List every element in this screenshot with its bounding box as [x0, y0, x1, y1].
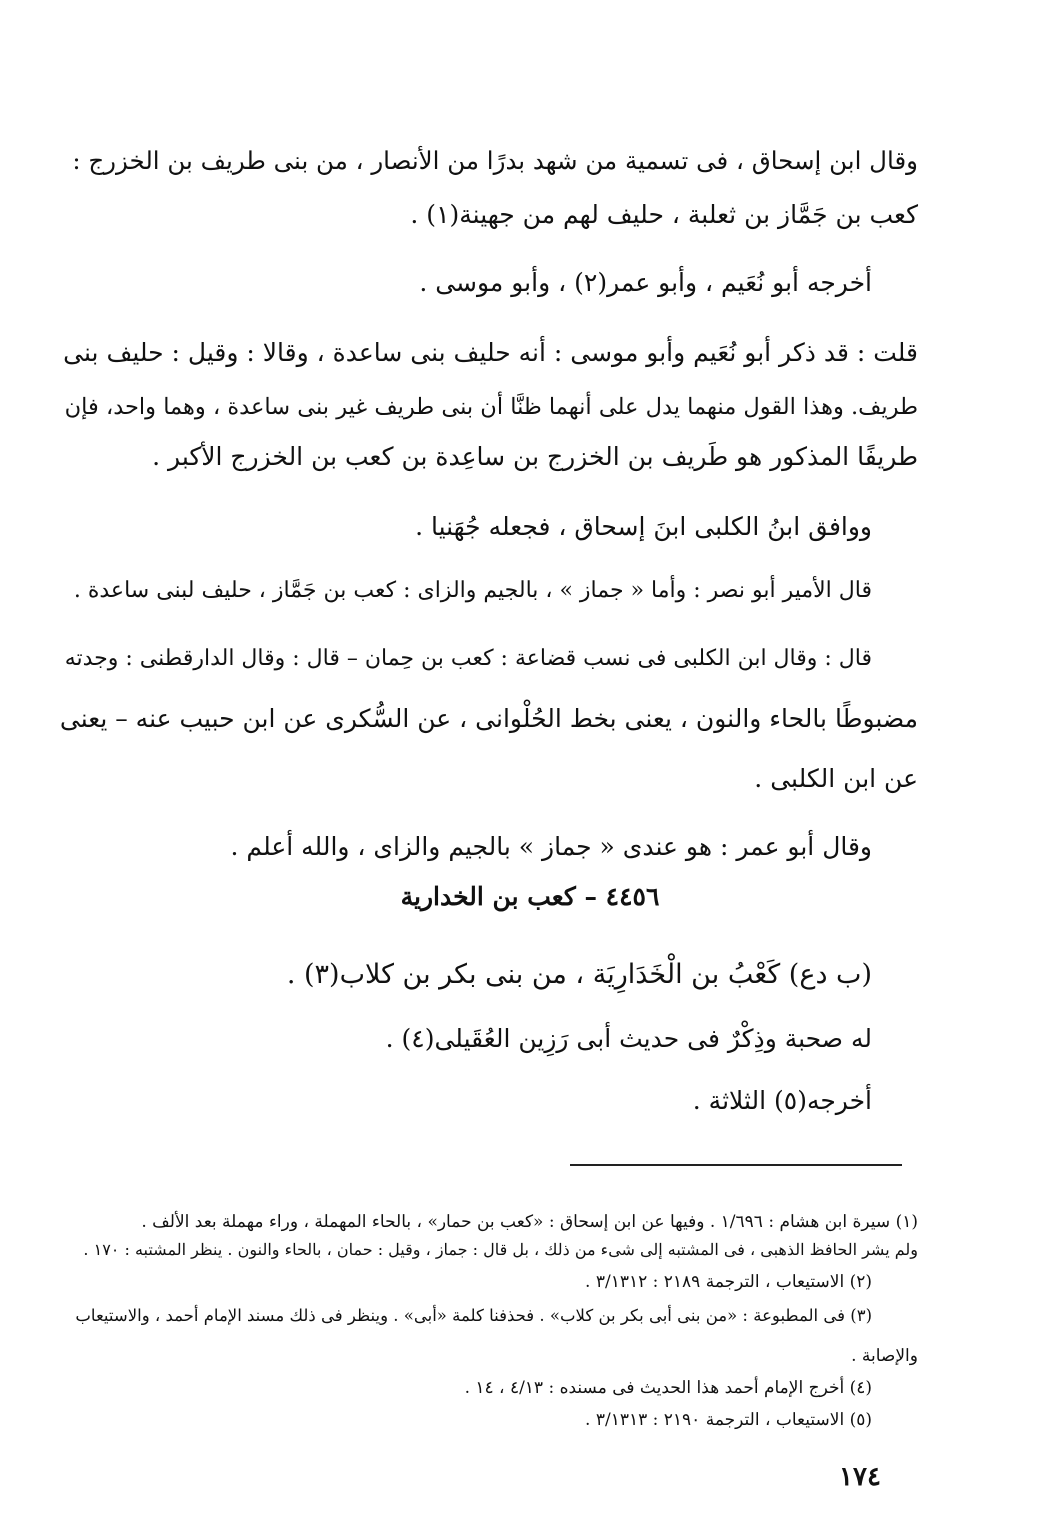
entry-line: له صحبة وذِكْرٌ فى حديث أبى رَزِين العُقَيلى(٤) .: [385, 1024, 872, 1053]
body-line: عن ابن الكلبى .: [754, 764, 918, 793]
body-line: ووافق ابنُ الكلبى ابنَ إسحاق ، فجعله جُهَنيا .: [415, 512, 872, 541]
footnote: ولم يشر الحافظ الذهبى ، فى المشتبه إلى شىء من ذلك ، بل قال : جماز ، وقيل : حمان ، بالحاء والنون . ينظر المشتبه : ١٧٠ .: [83, 1240, 918, 1259]
footnote: (٢) الاستيعاب ، الترجمة ٢١٨٩ : ٣/١٣١٢ .: [585, 1272, 872, 1292]
footnote: (٤) أخرج الإمام أحمد هذا الحديث فى مسنده : ٤/١٣ ، ١٤ .: [464, 1378, 872, 1398]
body-line: كعب بن جَمَّاز بن ثعلبة ، حليف لهم من جهينة(١) .: [410, 200, 918, 229]
footnote: (٥) الاستيعاب ، الترجمة ٢١٩٠ : ٣/١٣١٣ .: [585, 1410, 872, 1430]
body-line: قال الأمير أبو نصر : وأما « جماز » ، بالجيم والزاى : كعب بن جَمَّاز ، حليف لبنى ساعدة .: [73, 578, 872, 603]
body-line: قال : وقال ابن الكلبى فى نسب قضاعة : كعب بن حِمان – قال : وقال الدارقطنى : وجدته: [64, 646, 872, 671]
body-line: مضبوطًا بالحاء والنون ، يعنى بخط الحُلْوانى ، عن السُّكرى عن ابن حبيب عنه – يعنى: [59, 704, 918, 733]
body-line: طريف. وهذا القول منهما يدل على أنهما ظنَّا أن بنى طريف غير بنى ساعدة ، وهما واحد، فإن: [64, 394, 918, 420]
entry-line: أخرجه(٥) الثلاثة .: [692, 1086, 872, 1115]
body-line: طريفًا المذكور هو طَريف بن الخزرج بن ساعِدة بن كعب بن الخزرج الأكبر .: [152, 442, 918, 471]
footnote: (٣) فى المطبوعة : «من بنى أبى بكر بن كلاب» . فحذفنا كلمة «أبى» . وينظر فى ذلك مسند الإمام أحمد ، والاستيعاب: [75, 1306, 872, 1325]
body-line: وقال ابن إسحاق ، فى تسمية من شهد بدرًا من الأنصار ، من بنى طريف بن الخزرج :: [72, 146, 918, 175]
page-number: ١٧٤: [839, 1462, 881, 1492]
body-line: أخرجه أبو نُعَيم ، وأبو عمر(٢) ، وأبو موسى .: [419, 268, 872, 297]
entry-heading: ٤٤٥٦ – كعب بن الخدارية: [400, 882, 660, 911]
footnote: والإصابة .: [851, 1346, 918, 1366]
body-line: قلت : قد ذكر أبو نُعَيم وأبو موسى : أنه حليف بنى ساعدة ، وقالا : وقيل : حليف بنى: [63, 338, 918, 367]
footnote-divider: [570, 1164, 902, 1166]
entry-line: (ب دع) كَعْبُ بن الْخَدَارِيَة ، من بنى بكر بن كلاب(٣) .: [286, 959, 872, 990]
body-line: وقال أبو عمر : هو عندى « جماز » بالجيم والزاى ، والله أعلم .: [230, 832, 872, 861]
footnote: (١) سيرة ابن هشام : ١/٦٩٦ . وفيها عن ابن إسحاق : «كعب بن حمار» ، بالحاء المهملة ، وراء مهملة بعد الألف .: [141, 1212, 918, 1232]
